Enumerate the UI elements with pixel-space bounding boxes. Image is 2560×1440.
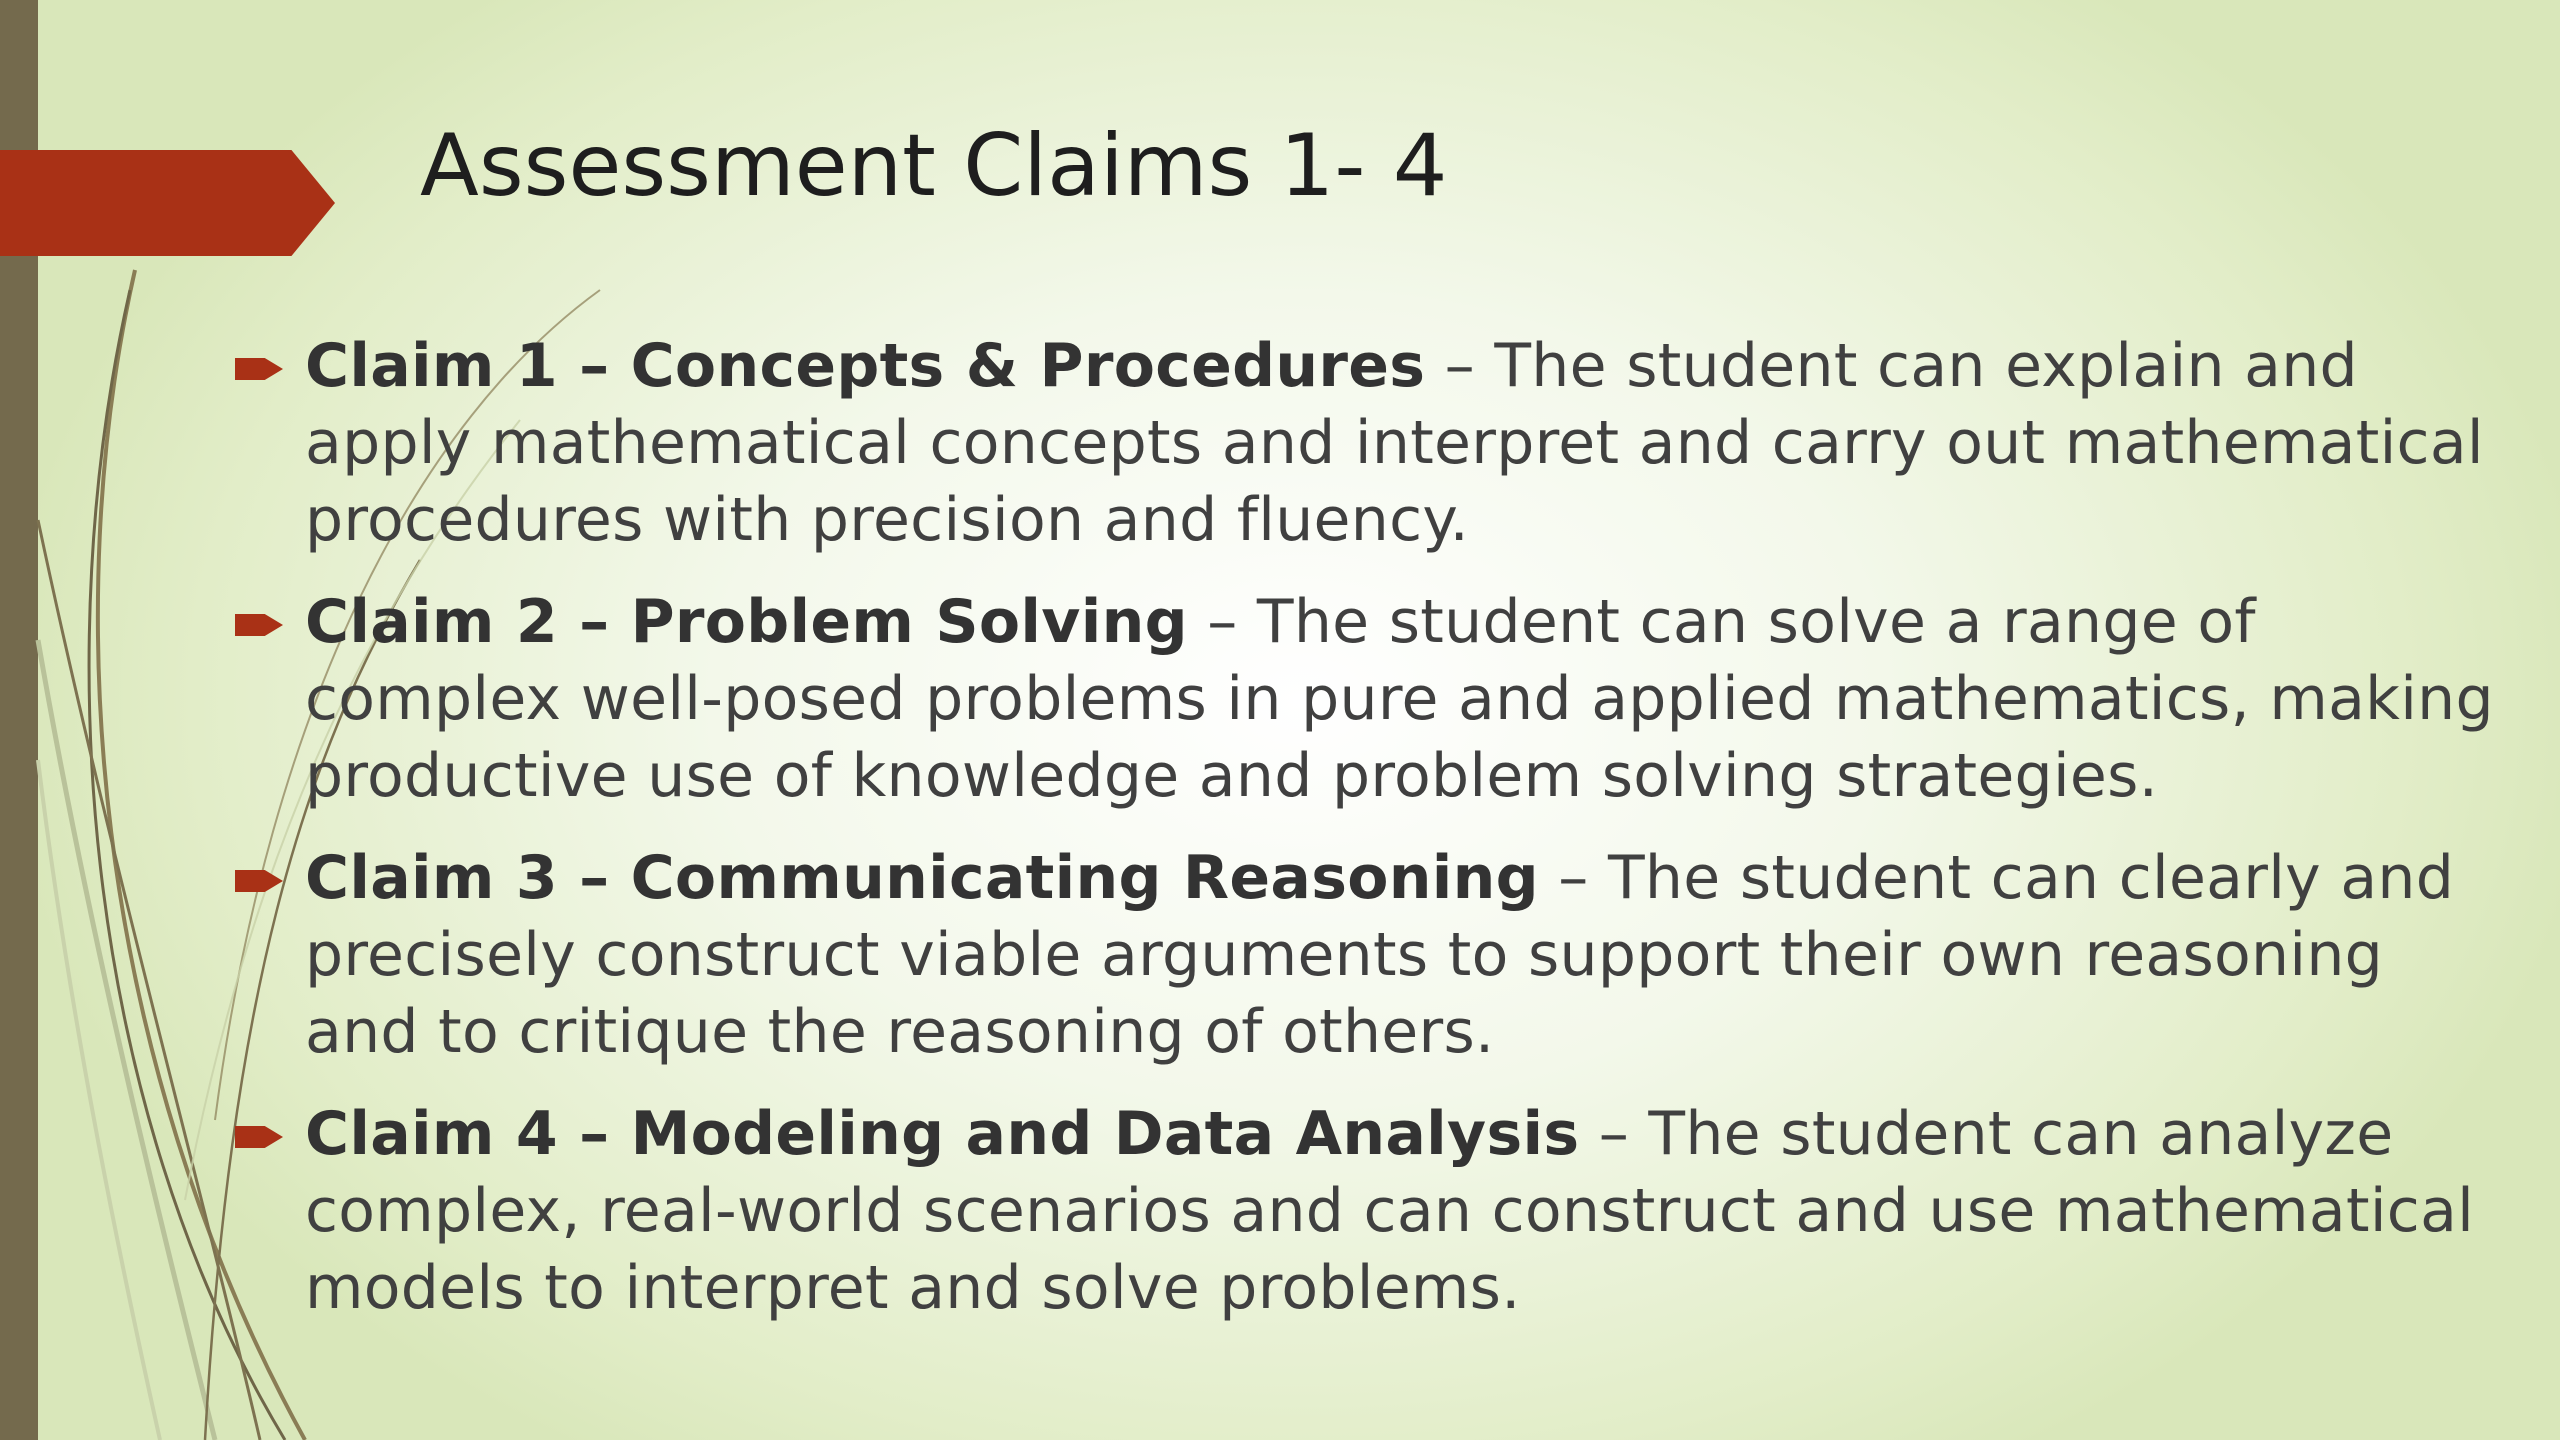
- claim-heading: Claim 2 – Problem Solving: [305, 587, 1188, 657]
- list-item: [305, 584, 2505, 815]
- claim-description: – The student can explain and apply mathematical concepts and interpret and carry out mathematical procedures with precision and fluency.: [305, 331, 2484, 555]
- title-arrow-shape: [0, 150, 335, 256]
- claim-heading: Claim 4 – Modeling and Data Analysis: [305, 1099, 1580, 1169]
- claim-description: – The student can clearly and precisely construct viable arguments to support their own reasoning and to critique the reasoning of others.: [305, 843, 2455, 1067]
- list-item: [305, 328, 2505, 559]
- claim-description: – The student can analyze complex, real-world scenarios and can construct and use mathematical models to interpret and solve problems.: [305, 1099, 2475, 1323]
- list-item: [305, 1096, 2505, 1327]
- claim-heading: Claim 3 – Communicating Reasoning: [305, 843, 1539, 913]
- claim-heading: Claim 1 – Concepts & Procedures: [305, 331, 1426, 401]
- claims-list: [305, 328, 2505, 1352]
- claim-description: – The student can solve a range of complex well-posed problems in pure and applied mathematics, making productive use of knowledge and problem solving strategies.: [305, 587, 2494, 811]
- slide-title: Assessment Claims 1- 4: [420, 116, 1448, 216]
- list-item: [305, 840, 2505, 1071]
